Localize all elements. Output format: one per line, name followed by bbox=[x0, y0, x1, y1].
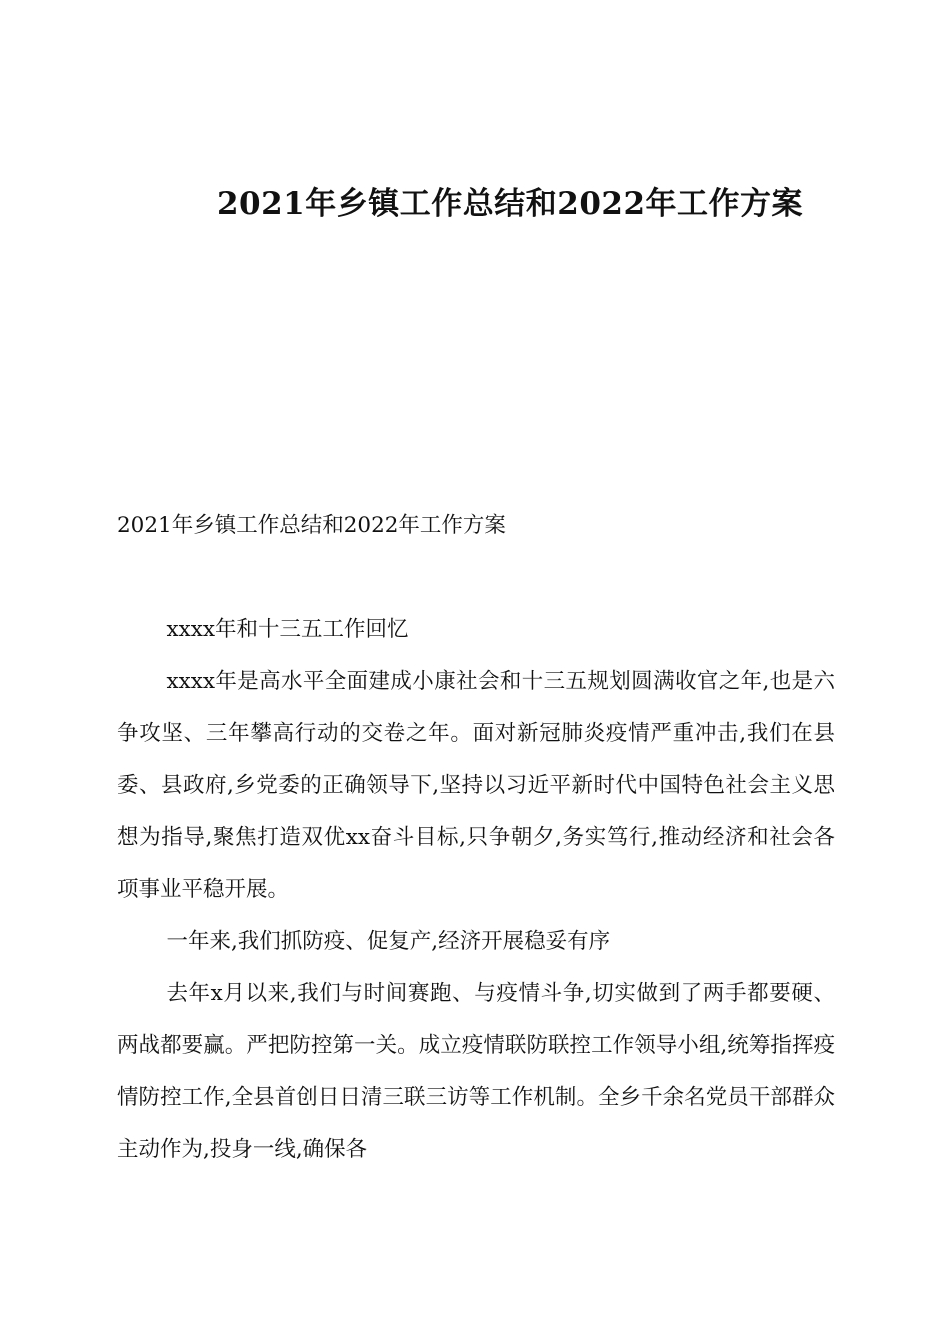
document-body bbox=[117, 500, 835, 1176]
section-heading-epidemic: 一年来,我们抓防疫、促复产,经济开展稳妥有序 bbox=[166, 929, 611, 954]
document-subtitle: 2021年乡镇工作总结和2022年工作方案 bbox=[117, 513, 506, 538]
paragraph-intro: xxxx年是高水平全面建成小康社会和十三五规划圆满收官之年,也是六争攻坚、三年攀高行动的交卷之年。面对新冠肺炎疫情严重冲击,我们在县委、县政府,乡党委的正确领导下,坚持以习近平新时代中国特色社会主义思想为指导,聚焦打造双优xx奋斗目标,只争朝夕,务实笃行,推动经济和社会各项事业平稳开展。 bbox=[117, 669, 835, 902]
paragraph-epidemic: 去年x月以来,我们与时间赛跑、与疫情斗争,切实做到了两手都要硬、两战都要赢。严把防控第一关。成立疫情联防联控工作领导小组,统筹指挥疫情防控工作,全县首创日日清三联三访等工作机制。全乡千余名党员干部群众主动作为,投身一线,确保各 bbox=[117, 981, 835, 1162]
section-heading-review: xxxx年和十三五工作回忆 bbox=[166, 617, 409, 642]
document-title: 2021年乡镇工作总结和2022年工作方案 bbox=[216, 186, 804, 222]
